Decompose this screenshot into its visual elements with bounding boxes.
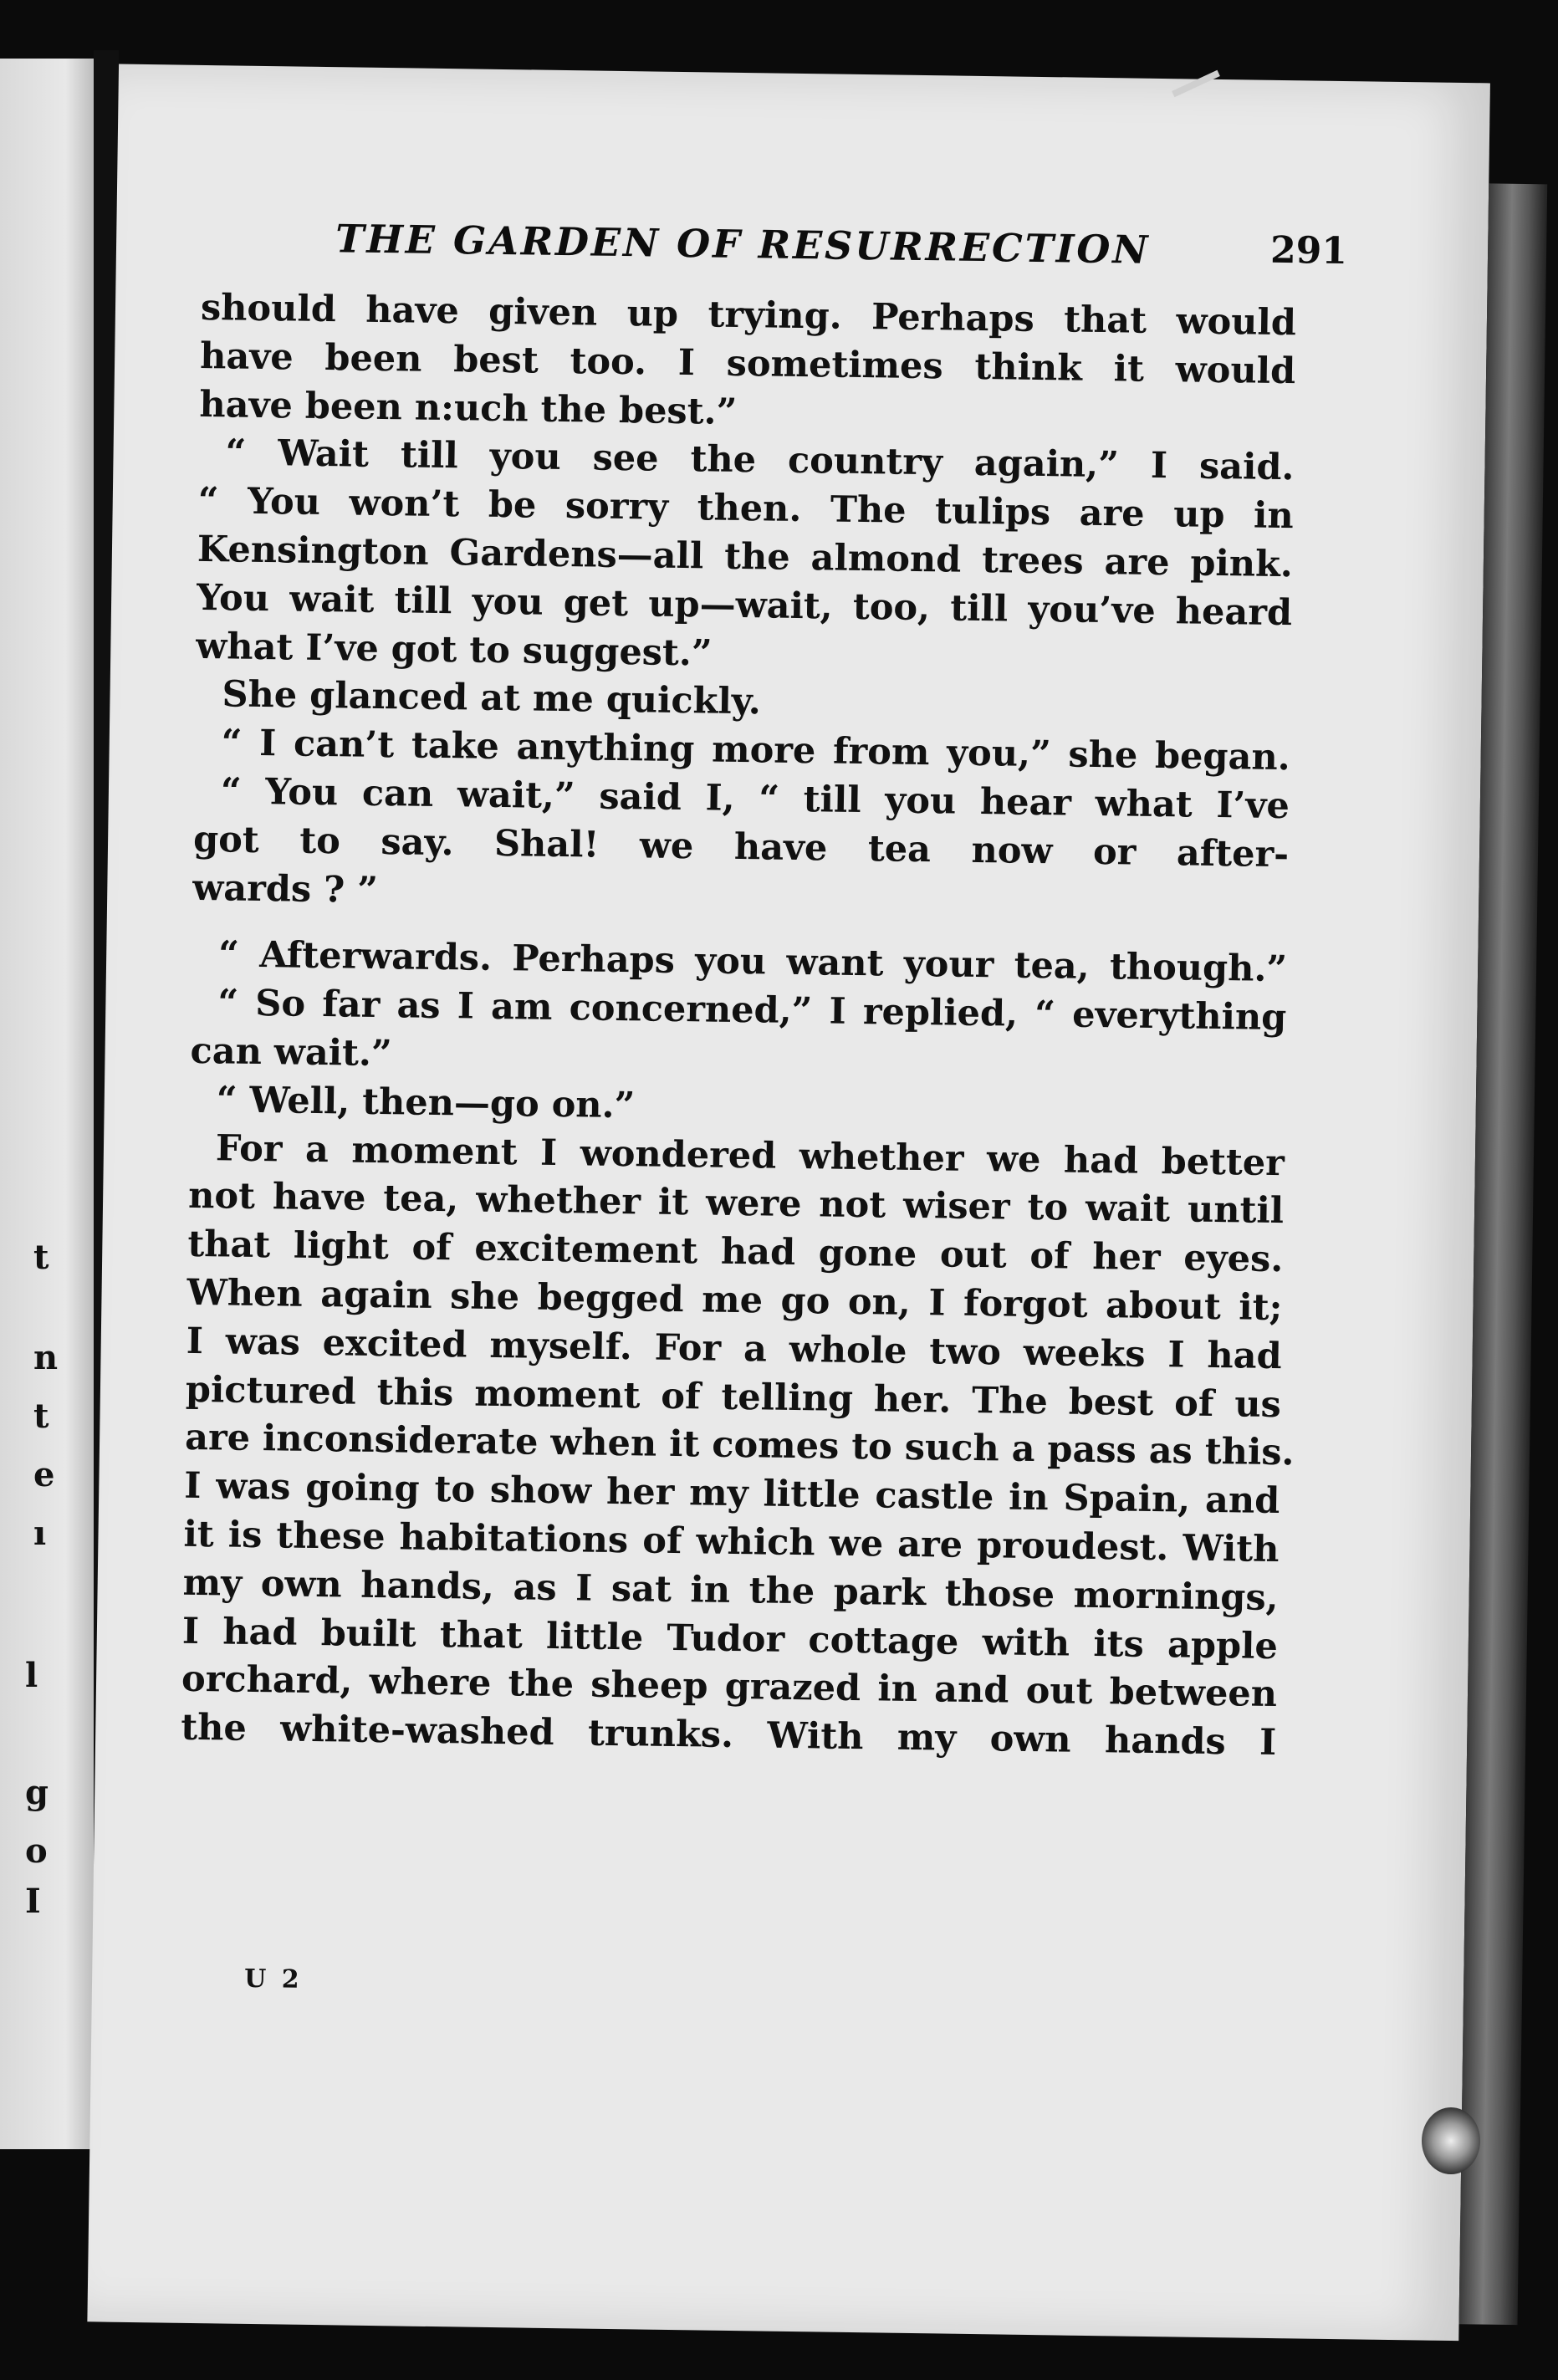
edge-letter: I	[25, 1882, 41, 1921]
text-line: pictured this moment of telling her. The best of us	[185, 1368, 1282, 1426]
text-line: I had built that little Tudor cottage with its apple	[181, 1610, 1279, 1668]
page-edge-shadow	[1459, 183, 1548, 2325]
text-line: “ Well, then—go on.”	[216, 1079, 636, 1127]
edge-letter: ı	[33, 1514, 47, 1553]
text-line: “ You can wait,” said I, “ till you hear what I’ve	[220, 770, 1290, 828]
edge-letter: l	[25, 1656, 38, 1695]
page-number: 291	[1269, 228, 1348, 273]
text-line: “ Afterwards. Perhaps you want your tea, though.”	[217, 933, 1288, 991]
edge-letter: o	[25, 1831, 48, 1871]
edge-letter: e	[33, 1455, 55, 1494]
text-line: that light of excitement had gone out of her eyes.	[187, 1223, 1284, 1281]
edge-letter: t	[33, 1397, 49, 1436]
text-line: it is these habitations of which we are proudest. With	[183, 1513, 1280, 1571]
text-line: not have tea, whether it were not wiser to wait until	[187, 1175, 1285, 1233]
text-line: have been n:uch the best.”	[199, 383, 738, 433]
text-line: got to say. Shal! we have tea now or after-	[192, 818, 1290, 876]
text-line: should have given up trying. Perhaps that would	[200, 286, 1297, 345]
text-line: You wait till you get up—wait, too, till you’ve heard	[196, 576, 1293, 634]
text-line: “ So far as I am concerned,” I replied, “ everything	[217, 982, 1287, 1039]
text-line: For a moment I wondered whether we had better	[215, 1126, 1285, 1184]
text-line: “ I can’t take anything more from you,” she began.	[221, 722, 1290, 779]
text-line: are inconsiderate when it comes to such a pass as this.	[184, 1417, 1295, 1474]
edge-letter: g	[25, 1773, 49, 1812]
body-text	[181, 284, 1296, 1768]
previous-page-edge	[0, 59, 94, 2149]
text-line: wards ? ”	[192, 866, 379, 912]
previous-page-letters	[0, 59, 94, 2380]
text-line: my own hands, as I sat in the park those mornings,	[182, 1561, 1279, 1619]
signature-mark: U 2	[243, 1964, 303, 1994]
text-line: orchard, where the sheep grazed in and out between	[181, 1658, 1278, 1716]
edge-letter: t	[33, 1238, 49, 1277]
running-head: THE GARDEN OF RESURRECTION	[335, 216, 1151, 273]
text-line: what I’ve got to suggest.”	[196, 625, 713, 675]
text-line: Kensington Gardens—all the almond trees are pink.	[197, 528, 1294, 586]
text-line: “ Wait till you see the country again,” I said.	[225, 432, 1295, 489]
text-line: can wait.”	[190, 1029, 392, 1075]
text-line: When again she begged me go on, I forgot about it;	[186, 1271, 1283, 1330]
text-line: “ You won’t be sorry then. The tulips are up in	[197, 480, 1295, 538]
edge-letter: n	[33, 1338, 59, 1377]
page-corner-blemish	[1422, 2107, 1480, 2174]
text-line: have been best too. I sometimes think it would	[199, 335, 1296, 393]
book-page	[87, 64, 1490, 2342]
text-line: I was excited myself. For a whole two weeks I had	[186, 1320, 1282, 1377]
text-line: She glanced at me quickly.	[222, 673, 762, 723]
text-line: I was going to show her my little castle in Spain, and	[183, 1464, 1280, 1523]
text-line: the white-washed trunks. With my own hands I	[180, 1706, 1277, 1765]
